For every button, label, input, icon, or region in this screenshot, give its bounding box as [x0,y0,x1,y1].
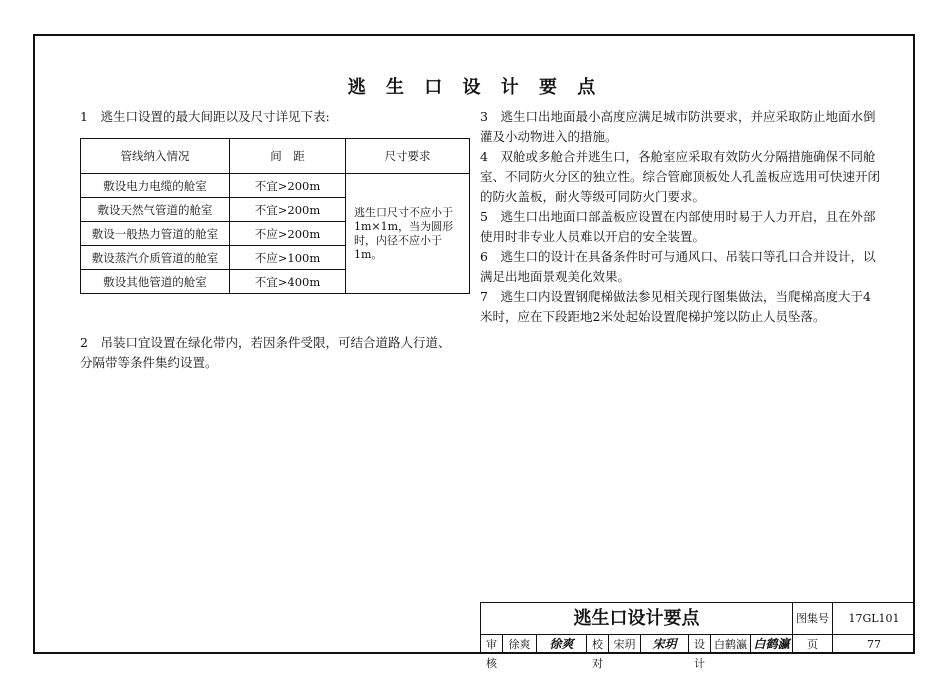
title-block [480,602,915,670]
table-cell-type: 敷设其他管道的舱室 [81,270,230,294]
table-header: 管线纳入情况 [81,139,230,174]
table-cell-size-requirement: 逃生口尺寸不应小于1m×1m，当为圆形时，内径不应小于1m。 [346,174,470,294]
table-cell-type: 敷设电力电缆的舱室 [81,174,230,198]
right-column [480,107,880,327]
review-label: 审核 [481,635,503,654]
checker-name: 宋玥 [609,635,641,654]
reviewer-name: 徐爽 [503,635,537,654]
table-cell-spacing: 不应>100m [230,246,346,270]
table-header: 尺寸要求 [346,139,470,174]
item-1: 1 逃生口设置的最大间距以及尺寸详见下表: [80,109,330,124]
table-header: 间 距 [230,139,346,174]
table-cell-type: 敷设蒸汽介质管道的舱室 [81,246,230,270]
table-cell-spacing: 不宜>200m [230,174,346,198]
item-4: 4 双舱或多舱合并逃生口，各舱室应采取有效防火分隔措施确保不同舱室、不同防火分区的独立性。综合管廊顶板处人孔盖板应选用可快速开闭的防火盖板，耐火等级可同防火门要求。 [480,149,881,204]
design-label: 设计 [689,635,711,654]
item-5: 5 逃生口出地面口部盖板应设置在内部使用时易于人力开启，且在外部使用时非专业人员难以开启的安全装置。 [480,209,876,244]
reviewer-signature: 徐爽 [537,635,587,654]
designer-name: 白鹤瀛 [711,635,751,654]
page-number: 77 [867,638,881,651]
designer-signature: 白鹤瀛 [751,635,793,654]
table-cell-spacing: 不宜>200m [230,198,346,222]
item-2: 2 吊装口宜设置在绿化带内，若因条件受限，可结合道路人行道、分隔带等条件集约设置。 [80,335,451,370]
table-cell-type: 敷设一般热力管道的舱室 [81,222,230,246]
spacing-table [80,138,470,294]
drawing-title: 逃生口设计要点 [481,603,793,635]
page-title: 逃 生 口 设 计 要 点 [347,77,603,98]
table-cell-spacing: 不宜>400m [230,270,346,294]
item-6: 6 逃生口的设计在具备条件时可与通风口、吊装口等孔口合并设计，以满足出地面景观美化效果。 [480,249,876,284]
page-label: 页 [793,635,833,654]
table-cell-type: 敷设天然气管道的舱室 [81,198,230,222]
table-cell-spacing: 不应>200m [230,222,346,246]
table-header-row [81,139,470,174]
item-7: 7 逃生口内设置钢爬梯做法参见相关现行图集做法，当爬梯高度大于4米时，应在下段距地2米处起始设置爬梯护笼以防止人员坠落。 [480,289,871,324]
checker-signature: 宋玥 [641,635,689,654]
check-label: 校对 [587,635,609,654]
atlas-number: 17GL101 [833,603,915,635]
item-3: 3 逃生口出地面最小高度应满足城市防洪要求，并应采取防止地面水倒灌及小动物进入的措施。 [480,109,876,144]
table-row [81,174,470,198]
atlas-label: 图集号 [793,603,833,635]
